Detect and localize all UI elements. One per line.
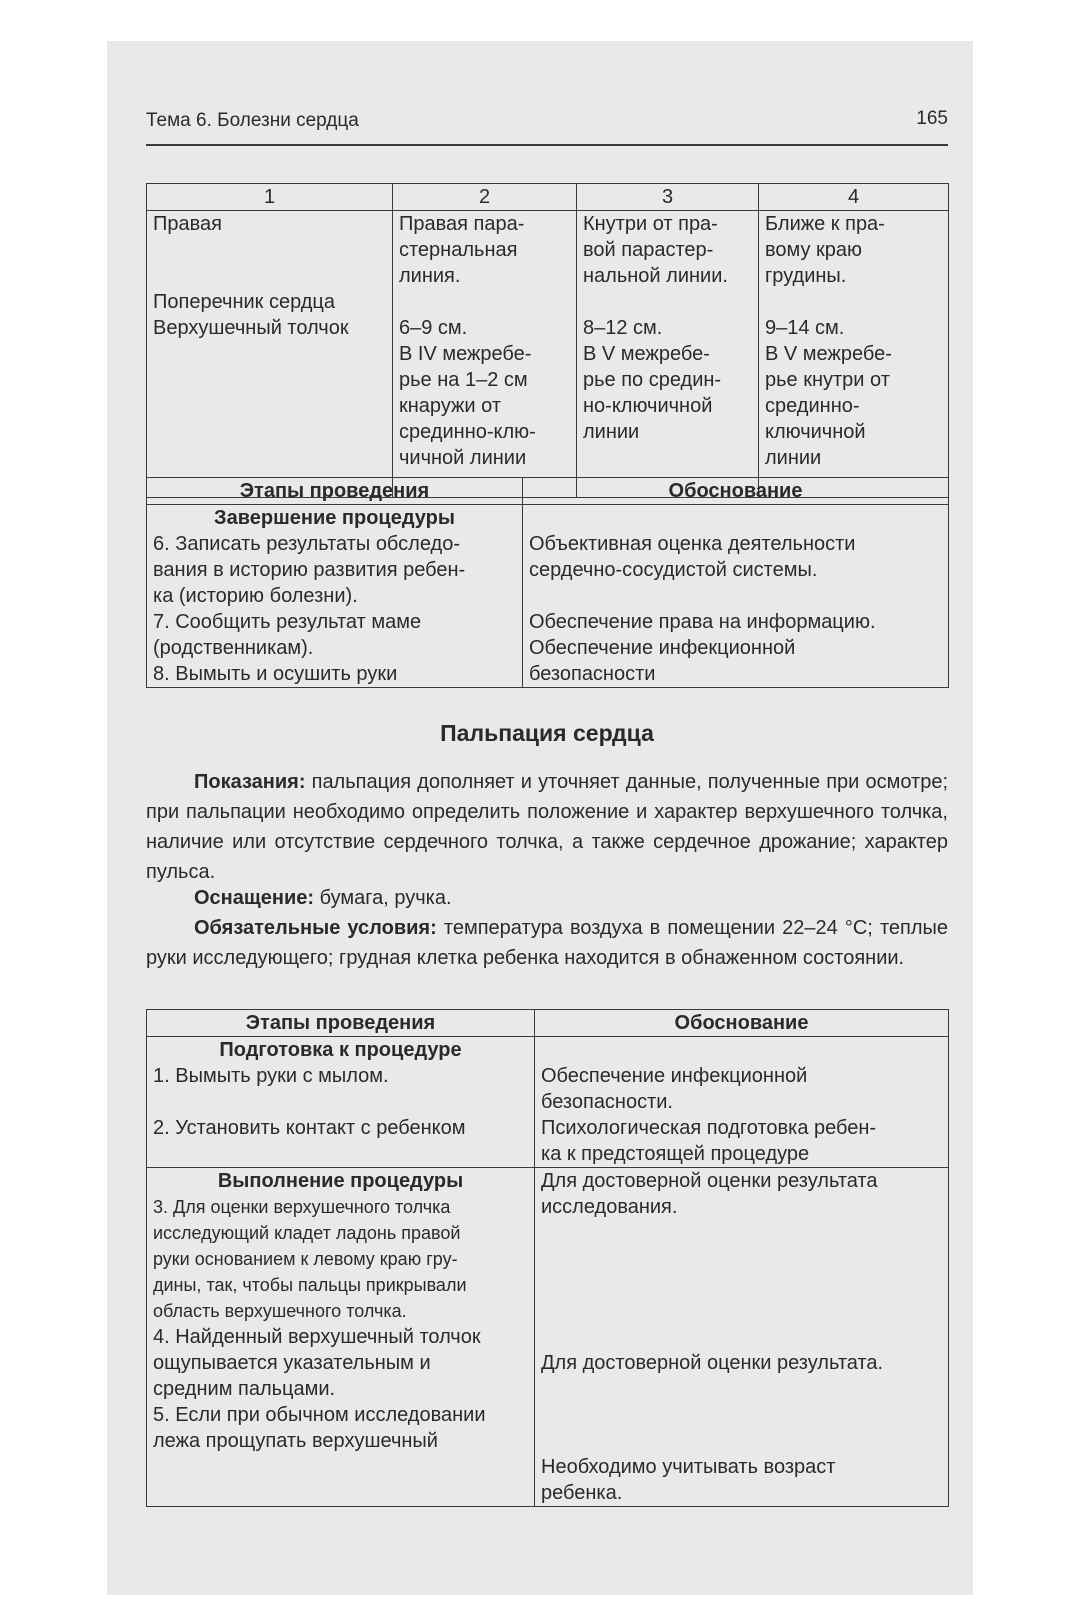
step-text: 7. Сообщить результат маме (родственникам). [153, 611, 422, 659]
chapter-title: Тема 6. Болезни сердца [146, 110, 359, 131]
table-cell [523, 505, 949, 688]
comparison-table [146, 183, 949, 498]
page-number: 165 [916, 108, 948, 129]
paragraph-equipment [146, 883, 948, 913]
step-text: 8. Вымыть и осушить руки [153, 663, 398, 685]
paragraph-conditions [146, 913, 948, 973]
column-header: 1 [147, 184, 393, 211]
column-header: 3 [577, 184, 759, 211]
table-header-row [147, 184, 949, 211]
cell-text: Правая [153, 213, 222, 235]
table-cell [535, 1168, 949, 1507]
table-row [147, 1037, 949, 1168]
reason-text: Объективная оценка деятельности сердечно-сосудистой системы. [529, 533, 856, 581]
column-header: 4 [759, 184, 949, 211]
column-header: Этапы проведения [147, 478, 523, 505]
cell-text: Правая пара- стернальная линия. [399, 213, 525, 287]
reason-text: Необходимо учитывать возраст ребенка. [541, 1456, 836, 1504]
step-text: 6. Записать результаты обследо- вания в историю развития ребен- ка (историю болезни). [153, 533, 466, 607]
paragraph-text: бумага, ручка. [314, 887, 452, 909]
step-text: 2. Установить контакт с ребенком [153, 1117, 466, 1139]
step-text: 5. Если при обычном исследовании лежа прощупать верхушечный [153, 1404, 486, 1452]
paragraph-label: Оснащение: [194, 887, 315, 909]
paragraph-indications [146, 767, 948, 887]
reason-text: Обеспечение инфекционной безопасности. [541, 1065, 808, 1113]
table-cell [147, 211, 393, 498]
table-cell [147, 1037, 535, 1168]
procedure-table-palpation [146, 1009, 949, 1507]
column-header: Обоснование [535, 1010, 949, 1037]
step-text: 3. Для оценки верхушечного толчка исследующий кладет ладонь правой руки основанием к левому краю гру- дины, так, чтобы пальцы прикрывали область верхушечного толчка. [153, 1197, 467, 1321]
reason-text: Психологическая подготовка ребен- ка к предстоящей процедуре [541, 1117, 877, 1165]
reason-text: Для достоверной оценки результата исследования. [541, 1170, 878, 1218]
table-row [147, 211, 949, 498]
cell-text: 8–12 см. В V межребе- рье по средин- но-ключичной линии [583, 317, 722, 443]
table-row [147, 1168, 949, 1507]
procedure-table-completion [146, 477, 949, 688]
step-text: 4. Найденный верхушечный толчок ощупывается указательным и средним пальцами. [153, 1326, 481, 1400]
cell-text: 6–9 см. В IV межребе- рье на 1–2 см кнаружи от срединно-клю- чичной линии [399, 317, 536, 469]
paragraph-label: Обязательные условия: [194, 917, 437, 939]
reason-text: Обеспечение права на информацию. [529, 611, 876, 633]
table-cell [577, 211, 759, 498]
reason-text: Для достоверной оценки результата. [541, 1352, 884, 1374]
cell-text: Кнутри от пра- вой парастер- нальной линии. [583, 213, 728, 287]
paragraph-text: пальпация дополняет и уточняет данные, полученные при осмотре; при пальпации необходимо определить положение и характер верхушечного толчка, наличие или отсутствие сердечного толчка, а также сердечное дрожание; характер пульса. [146, 771, 948, 883]
table-cell [759, 211, 949, 498]
cell-text: 9–14 см. В V межребе- рье кнутри от срединно- ключичной линии [765, 317, 892, 469]
table-cell [147, 505, 523, 688]
step-text: 1. Вымыть руки с мылом. [153, 1065, 389, 1087]
reason-text: Обеспечение инфекционной безопасности [529, 637, 796, 685]
section-heading: Пальпация сердца [440, 720, 654, 746]
running-header [146, 108, 948, 146]
table-cell [535, 1037, 949, 1168]
column-header: 2 [393, 184, 577, 211]
table-cell [147, 1168, 535, 1507]
paragraph-text: температура воздуха в помещении 22–24 °С; теплые руки исследующего; грудная клетка ребенка находится в обнаженном состоянии. [146, 917, 948, 969]
cell-text: Поперечник сердца Верхушечный толчок [153, 291, 349, 339]
table-row [147, 505, 949, 688]
section-subheading: Выполнение процедуры [217, 1170, 464, 1192]
table-cell [393, 211, 577, 498]
column-header: Обоснование [523, 478, 949, 505]
table-header-row [147, 1010, 949, 1037]
column-header: Этапы проведения [147, 1010, 535, 1037]
cell-text: Ближе к пра- вому краю грудины. [765, 213, 885, 287]
section-subheading: Подготовка к процедуре [219, 1039, 462, 1061]
section-subheading: Завершение процедуры [214, 507, 455, 529]
table-header-row [147, 478, 949, 505]
paragraph-label: Показания: [194, 771, 306, 793]
